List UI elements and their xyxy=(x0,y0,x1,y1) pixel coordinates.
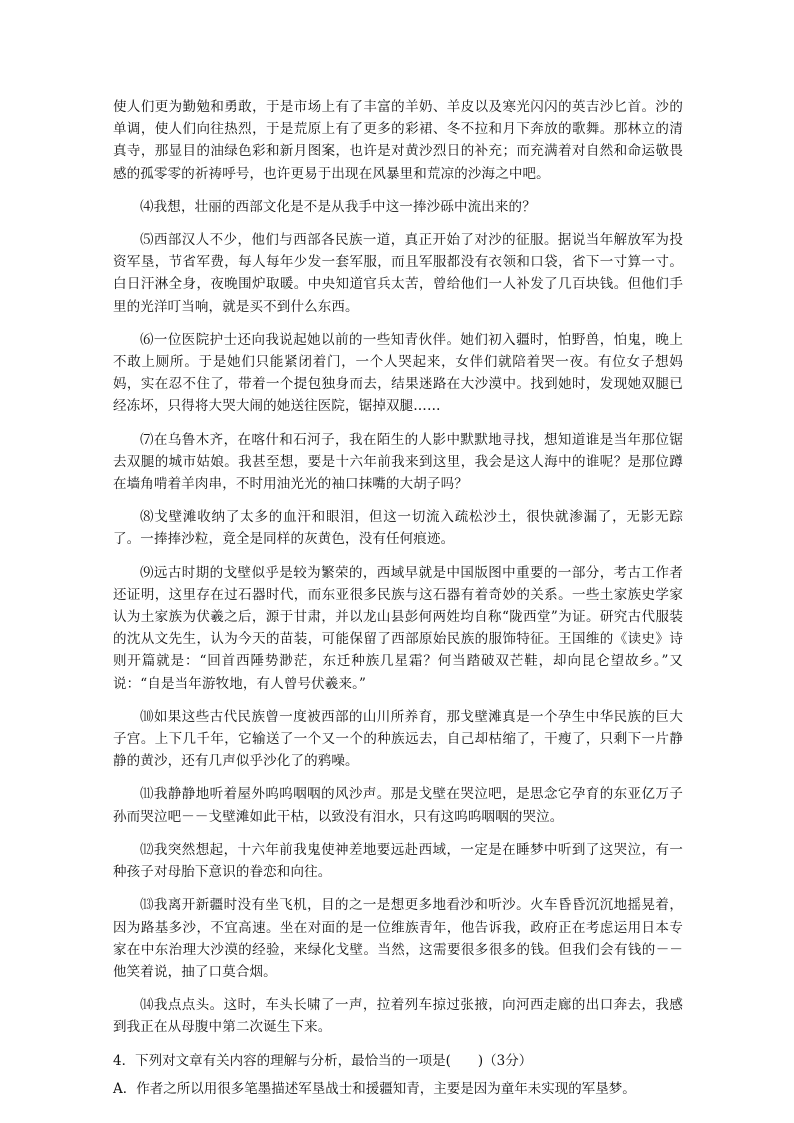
paragraph-14: ⒁我点点头。这时，车头长啸了一声，拉着列车掠过张掖，向河西走廊的出口奔去，我感到我正在从母腹中第二次诞生下来。 xyxy=(113,997,683,1036)
paragraph-13: ⒀我离开新疆时没有坐飞机，目的之一是想更多地看沙和听沙。火车昏昏沉沉地摇晃着，因为路基多沙，不宜高速。坐在对面的是一位维族青年，他告诉我，政府正在考虑运用日本专家在中东治理大沙漠的经验，来绿化戈壁。当然，这需要很多很多的钱。但我们会有钱的－－他笑着说，抽了口莫合烟。 xyxy=(113,897,683,980)
question-block xyxy=(113,1050,683,1100)
paragraph-11: ⑾我静静地听着屋外呜呜咽咽的风沙声。那是戈壁在哭泣吧，是思念它孕育的东亚亿万子孙而哭泣吧－－戈壁滩如此干枯，以致没有泪水，只有这呜呜咽咽的哭泣。 xyxy=(113,786,683,825)
paragraph-continued: 使人们更为勤勉和勇敢，于是市场上有了丰富的羊奶、羊皮以及寒光闪闪的英吉沙匕首。沙的单调，使人们向往热烈，于是荒原上有了更多的彩裙、冬不拉和月下奔放的歌舞。那林立的清真寺，那显目的油绿色彩和新月图案，也许是对黄沙烈日的补充；而充满着对自然和命运敬畏感的孤零零的祈祷呼号，也许更易于出现在风暴里和荒凉的沙海之中吧。 xyxy=(113,99,683,182)
option-a: A．作者之所以用很多笔墨描述军垦战士和援疆知青，主要是因为童年未实现的军垦梦。 xyxy=(113,1080,636,1097)
paragraph-4: ⑷我想，壮丽的西部文化是不是从我手中这一捧沙砾中流出来的？ xyxy=(140,198,536,215)
paragraph-7: ⑺在乌鲁木齐，在喀什和石河子，我在陌生的人影中默默地寻找，想知道谁是当年那位锯去双腿的城市姑娘。我甚至想，要是十六年前我来到这里，我会是这人海中的谁呢？是那位蹲在墙角啃着羊肉串，不时用油光光的袖口抹嘴的大胡子吗？ xyxy=(113,431,683,493)
paragraph-6: ⑹一位医院护士还向我说起她以前的一些知青伙伴。她们初入疆时，怕野兽，怕鬼，晚上不敢上厕所。于是她们只能紧闭着门，一个人哭起来，女伴们就陪着哭一夜。有位女子想妈妈，实在忍不住了，带着一个提包独身而去，结果迷路在大沙漠中。找到她时，发现她双腿已经冻坏，只得将大哭大闹的她送往医院，锯掉双腿…… xyxy=(113,331,683,415)
paragraph-8: ⑻戈壁滩收纳了太多的血汗和眼泪，但这一切流入疏松沙土，很快就渗漏了，无影无踪了。一捧捧沙粒，竟全是同样的灰黄色，没有任何痕迹。 xyxy=(113,509,683,548)
paragraph-5: ⑸西部汉人不少，他们与西部各民族一道，真正开始了对沙的征服。据说当年解放军为投资军垦，节省军费，每人每年少发一套军服，而且军服都没有衣领和口袋，省下一寸算一寸。白日汗淋全身，夜晚围炉取暖。中央知道官兵太苦，曾给他们一人补发了几百块钱。但他们手里的光洋叮当响，就是买不到什么东西。 xyxy=(113,232,683,315)
document-page xyxy=(113,96,683,1100)
article-body xyxy=(113,96,683,1039)
paragraph-10: ⑽如果这些古代民族曾一度被西部的山川所养育，那戈壁滩真是一个孕生中华民族的巨大子宫。上下几千年，它输送了一个又一个的种族远去，自己却枯缩了，干瘦了，只剩下一片静静的黄沙，还有几声似乎沙化了的鸦噪。 xyxy=(113,708,683,770)
question-stem: 4．下列对文章有关内容的理解与分析，最恰当的一项是( )（3分） xyxy=(113,1052,533,1069)
paragraph-12: ⑿我突然想起，十六年前我鬼使神差地要远赴西域，一定是在睡梦中听到了这哭泣，有一种孩子对母胎下意识的眷恋和向往。 xyxy=(113,841,683,881)
paragraph-9: ⑼远古时期的戈壁似乎是较为繁荣的，西域早就是中国版图中重要的一部分，考古工作者还证明，这里存在过石器时代，而东亚很多民族与这石器有着奇妙的关系。一些土家族史学家认为土家族为伏羲之后，源于甘肃，并以龙山县彭何两姓均自称“陇西堂”为证。研究古代服装的沈从文先生，认为今天的苗装，可能保留了西部原始民族的服饰特征。王国维的《读史》诗则开篇就是：“回首西陲势渺茫，东迁种族几星霜？何当踏破双芒鞋，却向昆仑望故乡。”又说：“自是当年游牧地，有人曾号伏羲来。” xyxy=(113,564,683,692)
